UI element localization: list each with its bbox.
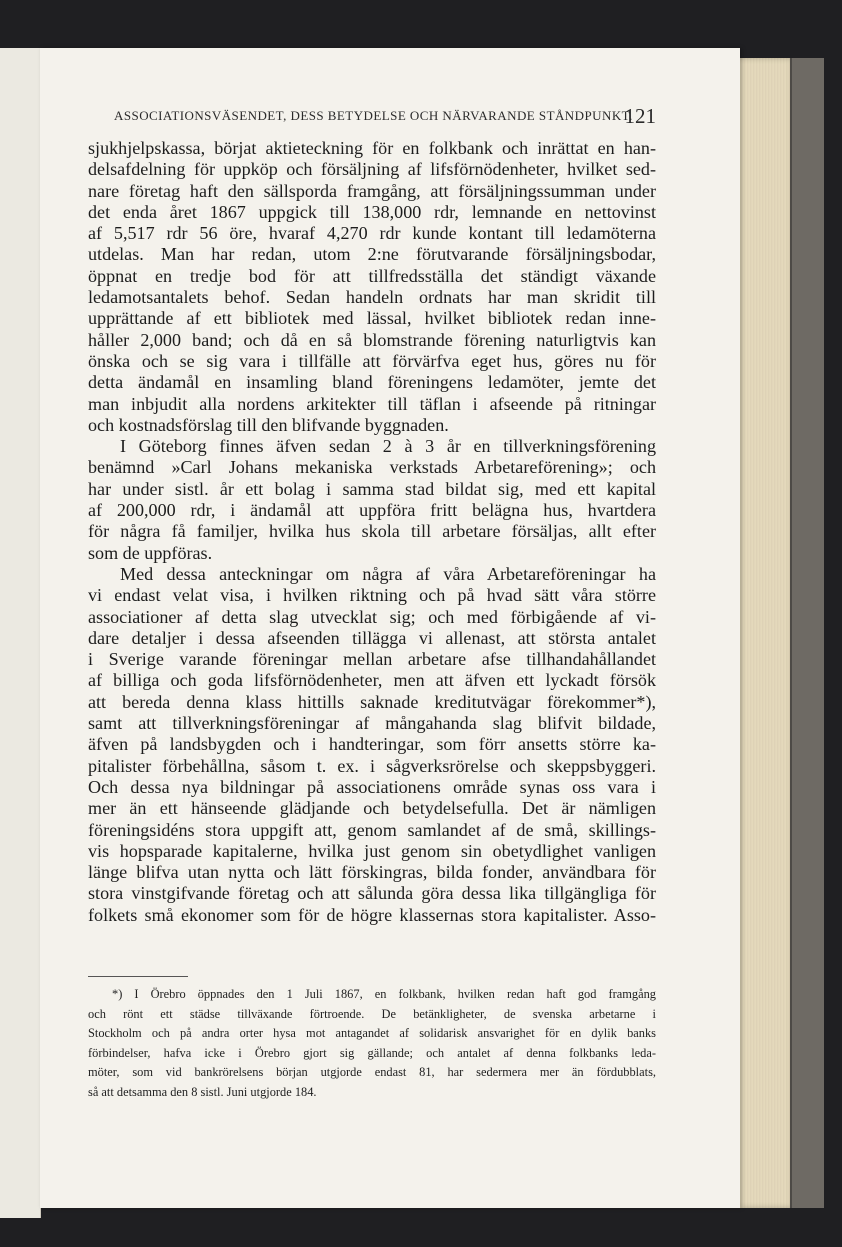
- text-line: föreningsidéns stora uppgift att, genom samlandet af de små, skillings-: [88, 819, 656, 840]
- text-line: stora vinstgifvande företag och att sålunda göra dessa lika tillgängliga för: [88, 883, 656, 904]
- text-line: folkets små ekonomer som för de högre klassernas stora kapitalister. Asso-: [88, 904, 656, 925]
- facing-page-edge: [0, 48, 41, 1218]
- text-line: upprättande af ett bibliotek med lässal, hvilket bibliotek redan inne-: [88, 308, 656, 329]
- text-line: af 5,517 rdr 56 öre, hvaraf 4,270 rdr kunde kontant till ledamöterna: [88, 223, 656, 244]
- footnote-line: så att detsamma den 8 sistl. Juni utgjorde 184.: [88, 1084, 317, 1099]
- running-head: ASSOCIATIONSVÄSENDET, DESS BETYDELSE OCH NÄRVARANDE STÅNDPUNKT.: [114, 108, 633, 123]
- text-line: delsafdelning för uppköp och försäljning af lifsförnödenheter, hvilket sed-: [88, 159, 656, 180]
- book-cover-board: [790, 58, 824, 1208]
- text-line: har under sistl. år ett bolag i samma stad bildat sig, med ett kapital: [88, 478, 656, 499]
- page-number: 121: [624, 104, 656, 128]
- text-line: vis hopsparade kapitalerne, hvilka just genom sin obetydlighet vanligen: [88, 840, 656, 861]
- text-line: af billiga och goda lifsförnödenheter, men att äfven ett lyckadt försök: [88, 670, 656, 691]
- text-line: nare företag haft den sällsporda framgång, att försäljningssumman under: [88, 180, 656, 201]
- text-line: dare detaljer i dessa afseenden tillägga vi allenast, att största antalet: [88, 627, 656, 648]
- text-line: håller 2,000 band; och då en så blomstrande förening naturligtvis kan: [88, 329, 656, 350]
- text-line: mer än ett hänseende glädjande och betydelsefulla. Det är nämligen: [88, 798, 656, 819]
- text-line: pitalister förbehållna, såsom t. ex. i sågverksrörelse och skeppsbyggeri.: [88, 755, 656, 776]
- text-line: Och dessa nya bildningar på associationens område synas oss vara i: [88, 776, 656, 797]
- text-line: som de uppföras.: [88, 542, 213, 563]
- text-line: benämnd »Carl Johans mekaniska verkstads Arbetareförening»; och: [88, 457, 656, 478]
- footnote-line: *) I Örebro öppnades den 1 Juli 1867, en folkbank, hvilken redan haft god framgång: [112, 987, 656, 1001]
- text-line: äfven på landsbygden och i handteringar, som förr ansetts större ka-: [88, 734, 656, 755]
- footnote: [88, 985, 656, 1103]
- page-header: [76, 104, 656, 130]
- text-line: samt att tillverkningsföreningar af mångahanda slag blifvit bildade,: [88, 713, 656, 734]
- text-line: detta ändamål en insamling bland föreningens ledamöter, jemte det: [88, 372, 656, 393]
- text-line: länge blifva utan nytta och lätt förskingras, bilda fonder, användbara för: [88, 862, 656, 883]
- text-line: det enda året 1867 uppgick till 138,000 rdr, lemnande en nettovinst: [88, 201, 656, 222]
- text-line: öppnat en tredje bod för att tillfredsställa det ständigt växande: [88, 265, 656, 286]
- text-line: Med dessa anteckningar om några af våra Arbetareföreningar ha: [120, 563, 656, 584]
- page-block-edges: [738, 58, 796, 1208]
- text-line: vi endast velat visa, i hvilken riktning och på hvad sätt våra större: [88, 585, 656, 606]
- text-line: att bereda denna klass hittills saknade kreditutvägar förekommer*),: [88, 691, 656, 712]
- text-line: man inbjudit alla nordens arkitekter till täflan i afseende på ritningar: [88, 393, 656, 414]
- text-line: i Sverige varande föreningar mellan arbetare afse tillhandahållandet: [88, 649, 656, 670]
- text-line: I Göteborg finnes äfven sedan 2 à 3 år en tillverkningsförening: [120, 436, 656, 457]
- footnote-separator: [88, 976, 188, 977]
- text-line: och kostnadsförslag till den blifvande byggnaden.: [88, 414, 449, 435]
- text-line: utdelas. Man har redan, utom 2:ne förutvarande försäljningsbodar,: [88, 244, 656, 265]
- footnote-line: möter, som vid bankrörelsens början utgjorde endast 81, har sedermera mer än fördubblats,: [88, 1065, 656, 1080]
- text-line: ledamotsantalets behof. Sedan handeln ordnats har man skridit till: [88, 287, 656, 308]
- text-line: af 200,000 rdr, i ändamål att uppföra fritt belägna hus, hvartdera: [88, 500, 656, 521]
- footnote-line: Stockholm och på andra orter hysa mot antagandet af solidarisk ansvarighet för en dylik banks: [88, 1026, 656, 1041]
- body-text: [88, 138, 656, 926]
- text-line: önska och se sig vara i tillfälle att förvärfva eget hus, göres nu för: [88, 350, 656, 371]
- footnote-line: förbindelser, hafva icke i Örebro gjort sig gällande; och antalet af denna folkbanks leda-: [88, 1045, 656, 1060]
- text-line: associationer af detta slag utvecklat sig; och med förbigående af vi-: [88, 606, 656, 627]
- text-line: sjukhjelpskassa, börjat aktieteckning för en folkbank och inrättat en han-: [88, 138, 656, 158]
- text-line: för några få familjer, hvilka hus skola till arbetare försäljas, allt efter: [88, 521, 656, 542]
- footnote-line: och rönt ett städse tillväxande förtroende. De betänkligheter, de svenska arbetarne i: [88, 1006, 656, 1021]
